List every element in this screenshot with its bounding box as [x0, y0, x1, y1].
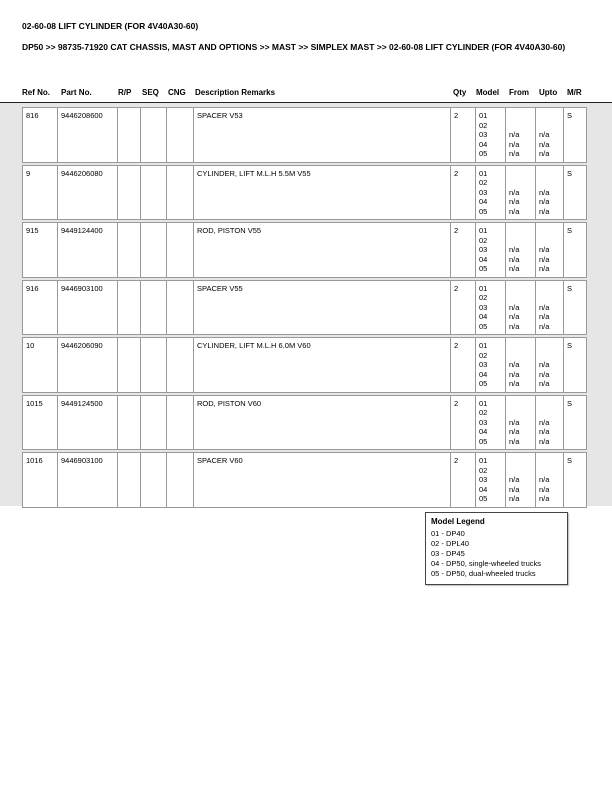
models-value: 05: [479, 206, 488, 216]
from-list: [505, 107, 535, 163]
col-rp: R/P: [118, 88, 132, 97]
from-list: [505, 222, 535, 278]
from-value: [509, 466, 532, 476]
models-value: 04: [479, 484, 488, 494]
ref-no: 1015: [22, 395, 57, 451]
upto-value: n/a: [539, 379, 550, 388]
from-value: n/a: [509, 254, 520, 264]
col-desc: Description Remarks: [195, 88, 276, 97]
from-value: [509, 111, 532, 121]
part-no: 9446206080: [57, 165, 117, 221]
from-value: [509, 456, 532, 466]
qty: 2: [450, 165, 475, 221]
ref-no: 10: [22, 337, 57, 393]
models-value: 04: [479, 427, 488, 436]
upto-value: n/a: [539, 417, 550, 427]
models-value: 01: [479, 226, 488, 235]
rp: [117, 222, 140, 278]
description: SPACER V53: [193, 107, 450, 163]
upto-value: n/a: [539, 369, 550, 379]
cng: [166, 165, 193, 221]
from-value: [509, 284, 532, 294]
model-list: [475, 280, 505, 336]
col-seq: SEQ: [142, 88, 159, 97]
models-value: 04: [479, 254, 488, 264]
ref-no: 916: [22, 280, 57, 336]
part-no: 9449124400: [57, 222, 117, 278]
from-value: n/a: [509, 475, 520, 484]
mr: S: [563, 222, 587, 278]
models-value: 02: [479, 120, 488, 130]
upto-list: [535, 107, 563, 163]
table-row[interactable]: [22, 222, 587, 278]
part-no: 9446208600: [57, 107, 117, 163]
upto-value: n/a: [539, 149, 550, 158]
from-value: n/a: [509, 139, 520, 149]
legend-item: 02 - DPL40: [431, 539, 469, 548]
from-value: [509, 226, 532, 236]
from-value: n/a: [509, 369, 520, 379]
mr: S: [563, 395, 587, 451]
models-value: 03: [479, 417, 488, 427]
models-value: 01: [479, 283, 488, 293]
qty: 2: [450, 337, 475, 393]
rp: [117, 165, 140, 221]
models-value: 05: [479, 264, 488, 273]
part-no: 9446903100: [57, 280, 117, 336]
models-value: 04: [479, 369, 488, 379]
rp: [117, 395, 140, 451]
upto-value: n/a: [539, 427, 550, 436]
seq: [140, 337, 166, 393]
from-value: n/a: [509, 130, 520, 139]
upto-value: [539, 466, 560, 476]
table-row[interactable]: [22, 452, 587, 508]
rp: [117, 280, 140, 336]
description: SPACER V60: [193, 452, 450, 508]
models-value: 03: [479, 302, 488, 312]
cng: [166, 107, 193, 163]
rp: [117, 337, 140, 393]
upto-value: [539, 121, 560, 131]
from-value: [509, 169, 532, 179]
from-value: n/a: [509, 494, 520, 503]
model-list: [475, 452, 505, 508]
models-value: 05: [479, 436, 488, 446]
upto-list: [535, 165, 563, 221]
legend-item: 01 - DP40: [431, 529, 465, 538]
cng: [166, 452, 193, 508]
model-list: [475, 222, 505, 278]
mr: S: [563, 107, 587, 163]
upto-value: [539, 226, 560, 236]
from-value: [509, 351, 532, 361]
upto-value: [539, 236, 560, 246]
from-value: [509, 293, 532, 303]
page-title: 02-60-08 LIFT CYLINDER (FOR 4V40A30-60): [22, 21, 199, 31]
models-value: 01: [479, 168, 488, 178]
cng: [166, 280, 193, 336]
breadcrumb: DP50 >> 98735-71920 CAT CHASSIS, MAST AND OPTIONS >> MAST >> SIMPLEX MAST >> 02-60-08 LIFT CYLINDER (FOR 4V40A30-60): [22, 42, 566, 52]
cng: [166, 337, 193, 393]
upto-value: n/a: [539, 436, 550, 446]
from-value: n/a: [509, 245, 520, 254]
from-value: [509, 178, 532, 188]
upto-value: n/a: [539, 484, 550, 494]
upto-value: n/a: [539, 245, 550, 254]
upto-list: [535, 222, 563, 278]
from-value: n/a: [509, 484, 520, 494]
models-value: 02: [479, 178, 488, 187]
description: CYLINDER, LIFT M.L.H 6.0M V60: [193, 337, 450, 393]
upto-value: n/a: [539, 264, 550, 273]
ref-no: 1016: [22, 452, 57, 508]
models-value: 02: [479, 465, 488, 475]
seq: [140, 395, 166, 451]
qty: 2: [450, 107, 475, 163]
model-list: [475, 107, 505, 163]
legend-item: 05 - DP50, dual-wheeled trucks: [431, 569, 536, 578]
models-value: 05: [479, 494, 488, 503]
upto-value: n/a: [539, 475, 550, 484]
from-value: n/a: [509, 149, 520, 158]
from-value: n/a: [509, 321, 520, 331]
col-from: From: [509, 88, 529, 97]
models-value: 01: [479, 456, 488, 465]
table-row[interactable]: [22, 337, 587, 393]
from-list: [505, 395, 535, 451]
model-list: [475, 165, 505, 221]
qty: 2: [450, 452, 475, 508]
description: CYLINDER, LIFT M.L.H 5.5M V55: [193, 165, 450, 221]
models-value: 05: [479, 149, 488, 158]
models-value: 01: [479, 341, 488, 350]
upto-value: n/a: [539, 321, 550, 331]
upto-value: [539, 399, 560, 409]
qty: 2: [450, 395, 475, 451]
col-part: Part No.: [61, 88, 92, 97]
upto-value: [539, 169, 560, 179]
models-value: 02: [479, 293, 488, 302]
upto-value: n/a: [539, 312, 550, 321]
part-no: 9446206090: [57, 337, 117, 393]
rp: [117, 452, 140, 508]
upto-value: [539, 111, 560, 121]
description: ROD, PISTON V60: [193, 395, 450, 451]
description: ROD, PISTON V55: [193, 222, 450, 278]
col-ref: Ref No.: [22, 88, 50, 97]
models-value: 05: [479, 321, 488, 331]
mr: S: [563, 337, 587, 393]
seq: [140, 165, 166, 221]
upto-value: [539, 178, 560, 188]
legend-item: 03 - DP45: [431, 549, 465, 558]
models-value: 04: [479, 197, 488, 206]
from-value: n/a: [509, 187, 520, 197]
upto-value: [539, 351, 560, 361]
cng: [166, 222, 193, 278]
upto-list: [535, 452, 563, 508]
upto-value: [539, 293, 560, 303]
upto-value: n/a: [539, 494, 550, 503]
qty: 2: [450, 222, 475, 278]
upto-list: [535, 395, 563, 451]
legend-title: Model Legend: [431, 517, 485, 526]
ref-no: 816: [22, 107, 57, 163]
parts-table: [22, 105, 587, 510]
from-value: [509, 236, 532, 246]
from-value: n/a: [509, 302, 520, 312]
upto-value: n/a: [539, 254, 550, 264]
rp: [117, 107, 140, 163]
mr: S: [563, 280, 587, 336]
legend-item: 04 - DP50, single-wheeled trucks: [431, 559, 542, 568]
models-value: 03: [479, 360, 488, 369]
from-value: n/a: [509, 264, 520, 273]
table-row[interactable]: [22, 395, 587, 451]
col-upto: Upto: [539, 88, 558, 97]
upto-value: [539, 408, 560, 418]
from-list: [505, 337, 535, 393]
upto-value: n/a: [539, 206, 550, 216]
from-value: n/a: [509, 417, 520, 427]
from-value: n/a: [509, 379, 520, 388]
upto-value: [539, 284, 560, 294]
model-list: [475, 337, 505, 393]
models-value: 02: [479, 408, 488, 417]
models-value: 03: [479, 187, 488, 197]
qty: 2: [450, 280, 475, 336]
models-value: 03: [479, 130, 488, 139]
from-value: [509, 121, 532, 131]
models-value: 01: [479, 111, 488, 120]
upto-value: n/a: [539, 302, 550, 312]
from-value: n/a: [509, 360, 520, 369]
col-model: Model: [476, 88, 500, 97]
table-header: [0, 88, 612, 104]
from-list: [505, 452, 535, 508]
ref-no: 9: [22, 165, 57, 221]
models-value: 01: [479, 398, 488, 408]
col-cng: CNG: [168, 88, 186, 97]
models-value: 03: [479, 245, 488, 254]
from-value: n/a: [509, 436, 520, 446]
col-mr: M/R: [567, 88, 582, 97]
upto-value: [539, 456, 560, 466]
upto-value: n/a: [539, 139, 550, 149]
upto-list: [535, 280, 563, 336]
upto-list: [535, 337, 563, 393]
from-value: [509, 399, 532, 409]
mr: S: [563, 452, 587, 508]
models-value: 04: [479, 312, 488, 321]
models-value: 04: [479, 139, 488, 149]
from-value: n/a: [509, 312, 520, 321]
from-value: n/a: [509, 197, 520, 206]
col-qty: Qty: [453, 88, 467, 97]
models-value: 03: [479, 475, 488, 484]
upto-value: n/a: [539, 130, 550, 139]
from-value: n/a: [509, 427, 520, 436]
cng: [166, 395, 193, 451]
upto-value: n/a: [539, 187, 550, 197]
model-list: [475, 395, 505, 451]
seq: [140, 107, 166, 163]
models-value: 05: [479, 379, 488, 388]
part-no: 9449124500: [57, 395, 117, 451]
table-row[interactable]: [22, 280, 587, 336]
from-list: [505, 280, 535, 336]
upto-value: n/a: [539, 197, 550, 206]
table-row[interactable]: [22, 107, 587, 163]
seq: [140, 222, 166, 278]
from-value: [509, 341, 532, 351]
seq: [140, 280, 166, 336]
models-value: 02: [479, 350, 488, 360]
from-list: [505, 165, 535, 221]
mr: S: [563, 165, 587, 221]
part-no: 9446903100: [57, 452, 117, 508]
ref-no: 915: [22, 222, 57, 278]
description: SPACER V55: [193, 280, 450, 336]
from-value: n/a: [509, 206, 520, 216]
model-legend: [425, 512, 568, 585]
from-value: [509, 408, 532, 418]
table-row[interactable]: [22, 165, 587, 221]
models-value: 02: [479, 235, 488, 245]
upto-value: n/a: [539, 360, 550, 369]
seq: [140, 452, 166, 508]
upto-value: [539, 341, 560, 351]
